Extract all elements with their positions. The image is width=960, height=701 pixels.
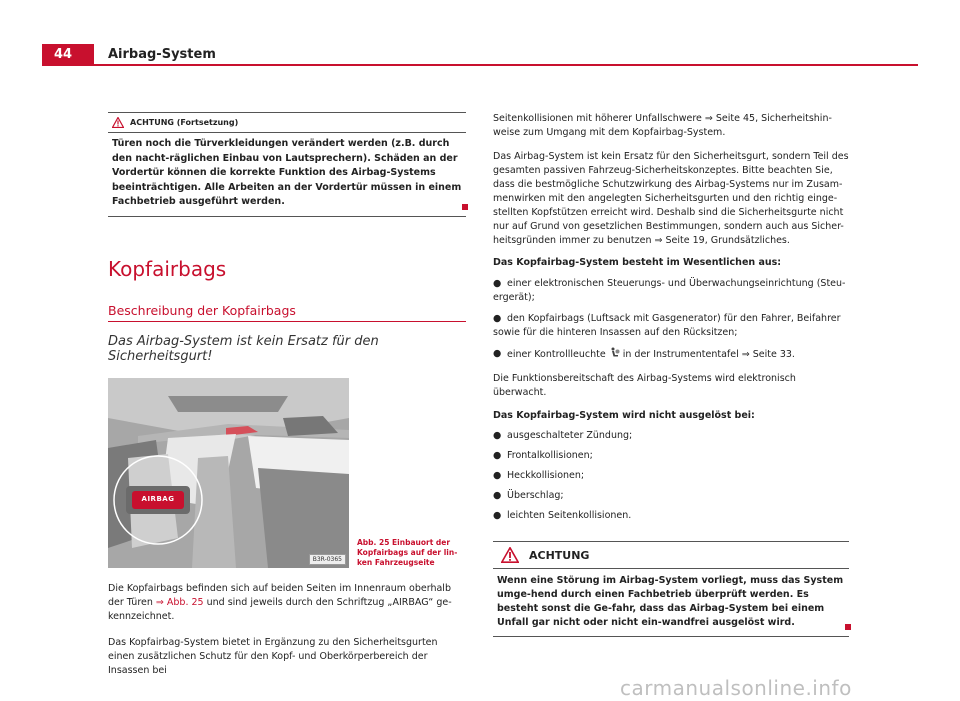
warning-continued-title: ACHTUNG (Fortsetzung) [130, 118, 239, 127]
figure-link[interactable]: ⇒ Abb. 25 [155, 596, 204, 608]
section-title: Kopfairbags [108, 256, 227, 281]
paragraph: Das Kopfairbag-System bietet in Ergänzung zu den Sicherheitsgurten einen zusätzlichen Schutz für den Kopf- und Oberkörperbereich der Insassen bei [108, 636, 438, 676]
warning-header [493, 542, 849, 569]
not-deployed-heading: Das Kopfairbag-System wird nicht ausgelöst bei: [493, 410, 755, 421]
warning-continued-box [108, 112, 466, 217]
paragraph [108, 582, 466, 624]
bullet-icon: ● [493, 348, 502, 359]
list-item [493, 347, 849, 362]
figure-code: B3R-0365 [309, 554, 346, 565]
paragraph-text: und sind jeweils durch den Schriftzug „AIRBAG“ ge-kennzeichnet. [108, 596, 452, 622]
list-item-text: ausgeschalteter Zündung; [507, 430, 633, 441]
warning-title: ACHTUNG [529, 548, 590, 562]
bullet-icon: ● [493, 510, 502, 521]
head-airbag-photo [108, 378, 349, 568]
bullet-icon: ● [493, 490, 502, 501]
bullet-icon: ● [493, 450, 502, 461]
car-interior-illustration [108, 378, 349, 568]
paragraph: Das Airbag-System ist kein Ersatz für den Sicherheitsgurt, sondern Teil des gesamten passiven Fahrzeug-Sicherheitskonzeptes. Bitte beachten Sie, dass die bestmögliche Schutzwirkung des Airbag-Systems nur im Zusam-menwirken mit den angelegten Sicherheitsgurten und den richtig einge-stellten Kopfstützen erreicht wird. Deshalb sind die Sicherheitsgurte nicht nur auf Grund von gesetzlichen Bestimmungen, sondern auch aus Sicher-heitsgründen immer zu benutzen ⇒ Seite 19, Grundsätzliches. [493, 151, 849, 246]
section-lead: Das Airbag-System ist kein Ersatz für den Sicherheitsgurt! [108, 333, 379, 364]
list-item [493, 509, 849, 523]
airbag-label: AIRBAG [141, 494, 175, 503]
page-header-title: Airbag-System [108, 47, 216, 62]
list-item-text: leichten Seitenkollisionen. [507, 510, 632, 521]
list-item [493, 429, 849, 443]
paragraph: Die Funktionsbereitschaft des Airbag-Systems wird elektronisch überwacht. [493, 373, 796, 398]
list-item [493, 489, 849, 503]
airbag-warning-lamp-icon [609, 347, 620, 358]
paragraph: Seitenkollisionen mit höherer Unfallschwere ⇒ Seite 45, Sicherheitshin-weise zum Umgang mit dem Kopfairbag-System. [493, 113, 832, 138]
list-item-text: Frontalkollisionen; [507, 450, 593, 461]
warning-triangle-icon [501, 547, 519, 563]
page-number: 44 [42, 44, 94, 66]
bullet-icon: ● [493, 430, 502, 441]
list-item-text: einer Kontrollleuchte [507, 349, 609, 360]
warning-text: Wenn eine Störung im Airbag-System vorliegt, muss das System umge-hend durch einen Fachbetrieb überprüft werden. Es besteht sonst die Ge-fahr, dass das Airbag-System bei einem Unfall gar nicht oder nicht ein-wandfrei ausgelöst wird. [497, 575, 844, 628]
section-subtitle: Beschreibung der Kopfairbags [108, 302, 296, 318]
list-item [493, 277, 849, 305]
list-item [493, 449, 849, 463]
list-item-text: Heckkollisionen; [507, 470, 585, 481]
list-item [493, 312, 849, 340]
end-marker [845, 624, 851, 630]
header-rule [94, 64, 918, 66]
subtitle-rule [108, 321, 466, 322]
list-item-text [507, 347, 849, 362]
warning-continued-header [108, 113, 466, 133]
list-item-text: einer elektronischen Steuerungs- und Überwachungseinrichtung (Steu-ergerät); [493, 278, 846, 303]
paragraph-text: Die Kopfairbags befinden sich auf beiden Seiten im Innenraum oberhalb der Türen [108, 582, 451, 608]
bullet-icon: ● [493, 313, 502, 324]
end-marker [462, 204, 468, 210]
list-item-text: den Kopfairbags (Luftsack mit Gasgenerator) für den Fahrer, Beifahrer sowie für die hinteren Insassen auf den Rücksitzen; [493, 313, 841, 338]
list-item-text: Überschlag; [507, 490, 564, 501]
figure-caption: Abb. 25 Einbauort der Kopfairbags auf der lin-ken Fahrzeugseite [357, 537, 458, 567]
components-heading: Das Kopfairbag-System besteht im Wesentlichen aus: [493, 257, 782, 268]
watermark: carmanualsonline.info [620, 676, 852, 700]
figure [108, 378, 466, 568]
right-column [493, 112, 849, 637]
warning-continued-text: Türen noch die Türverkleidungen verändert werden (z.B. durch den nacht-räglichen Einbau von Lautsprechern). Schäden an der Vordertür können die korrekte Funktion des Airbag-Systems beeinträchtigen. Alle Arbeiten an der Vordertür müssen in einem Fachbetrieb ausgeführt werden. [112, 138, 462, 207]
left-column [108, 112, 466, 678]
list-item [493, 469, 849, 483]
warning-box [493, 541, 849, 637]
bullet-icon: ● [493, 278, 502, 289]
bullet-icon: ● [493, 470, 502, 481]
list-item-text: in der Instrumententafel ⇒ Seite 33. [619, 349, 795, 360]
warning-triangle-icon [112, 117, 124, 128]
